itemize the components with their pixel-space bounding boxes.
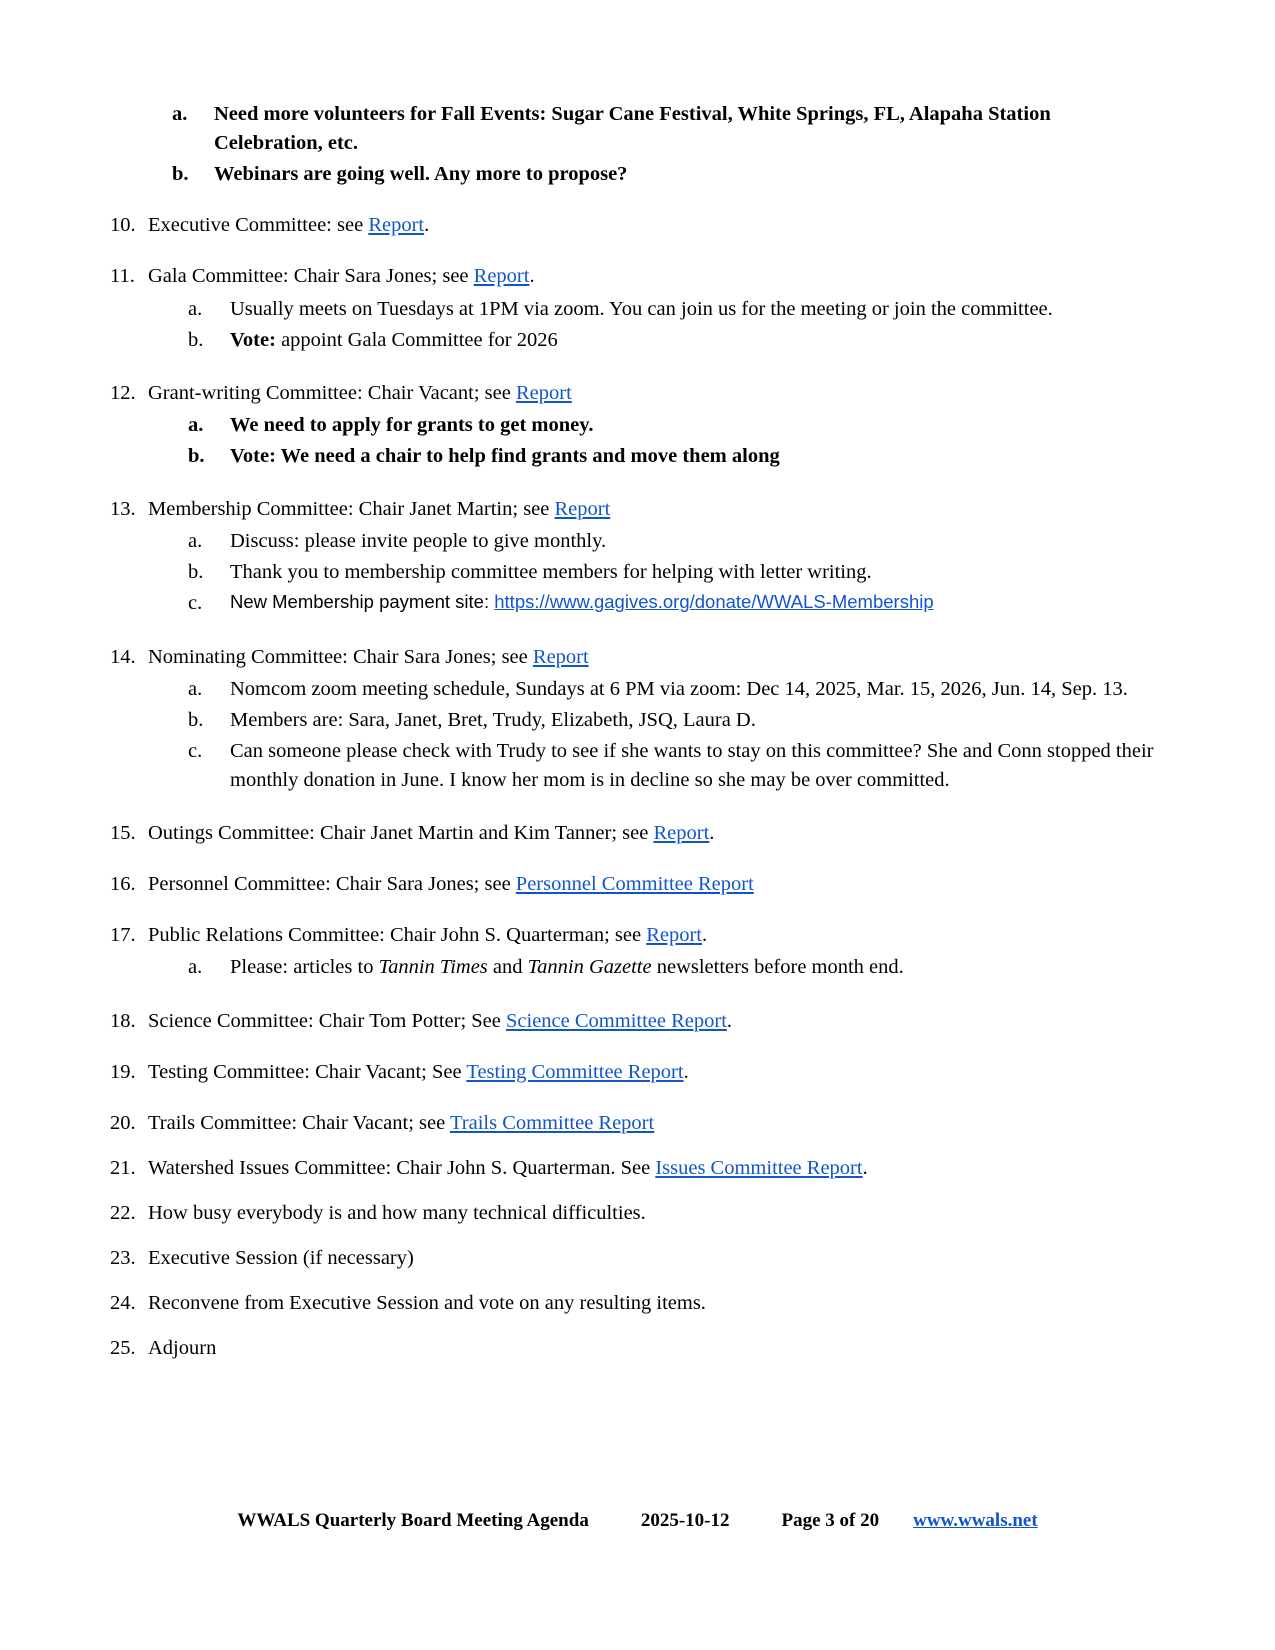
sub-item-text-main: Members are: Sara, Janet, Bret, Trudy, Elizabeth, JSQ, Laura D. <box>230 708 756 731</box>
page-footer <box>0 1510 1275 1532</box>
sub-item <box>148 589 1155 618</box>
report-link[interactable]: Report <box>646 924 702 947</box>
sub-item <box>148 953 1155 982</box>
agenda-item-number: 21. <box>110 1156 136 1179</box>
agenda-item-text: Outings Committee: Chair Janet Martin and Kim Tanner; see <box>148 822 654 845</box>
agenda-sublist <box>148 675 1155 795</box>
report-link[interactable]: Report <box>473 265 530 288</box>
agenda-item-text: Watershed Issues Committee: Chair John S. Quarterman. See <box>148 1156 656 1179</box>
agenda-item-text: Reconvene from Executive Session and vote on any resulting items. <box>148 1292 706 1315</box>
sub-item-text <box>230 527 1155 556</box>
agenda-item-line <box>148 921 1155 950</box>
agenda-item-line <box>148 1154 1155 1183</box>
agenda-sublist <box>148 411 1155 471</box>
agenda-numbered-list <box>110 211 1155 1363</box>
agenda-item <box>110 211 1155 240</box>
agenda-item-text: Public Relations Committee: Chair John S. Quarterman; see <box>148 924 647 947</box>
sub-item-text <box>230 442 1155 471</box>
agenda-item <box>110 1154 1155 1183</box>
report-link[interactable]: Report <box>653 822 710 845</box>
report-link[interactable]: Testing Committee Report <box>466 1060 684 1083</box>
sub-item-text <box>230 737 1155 795</box>
agenda-item-text-suffix: . <box>726 1009 733 1032</box>
agenda-sublist <box>148 295 1155 355</box>
agenda-item <box>110 1109 1155 1138</box>
agenda-item-text-suffix: . <box>529 265 535 288</box>
sub-item-text-main: Nomcom zoom meeting schedule, Sundays at 6 PM via zoom: Dec 14, 2025, Mar. 15, 2026, Jun. 14, Sep. 13. <box>230 677 1128 700</box>
sub-item-text: Webinars are going well. Any more to propose? <box>214 163 628 186</box>
agenda-item-line <box>148 1007 1155 1036</box>
agenda-item <box>110 870 1155 899</box>
sub-item <box>148 442 1155 471</box>
sub-item-text <box>230 706 1155 735</box>
sub-item-marker: b. <box>188 444 205 467</box>
sub-item-marker: b. <box>172 163 189 186</box>
agenda-item-body <box>148 495 1155 620</box>
footer-date: 2025-10-12 <box>640 1510 730 1531</box>
sub-item-text-rest: appoint Gala Committee for 2026 <box>275 328 558 351</box>
vote-label: Vote: <box>230 328 276 351</box>
agenda-item-text: Adjourn <box>148 1337 217 1360</box>
agenda-item-line <box>148 262 1155 291</box>
agenda-sublist <box>148 527 1155 618</box>
agenda-item-line <box>148 819 1155 848</box>
agenda-item-body <box>148 1058 1155 1087</box>
sub-item <box>148 675 1155 704</box>
sub-item-marker: b. <box>188 328 204 351</box>
footer-page-number: Page 3 of 20 <box>781 1510 880 1531</box>
sub-item-marker: a. <box>188 413 204 436</box>
report-link[interactable]: Report <box>532 645 589 668</box>
agenda-item <box>110 1334 1155 1363</box>
sub-item-text <box>230 411 1155 440</box>
agenda-item-text: Trails Committee: Chair Vacant; see <box>148 1111 450 1134</box>
footer-title: WWALS Quarterly Board Meeting Agenda <box>237 1510 589 1531</box>
agenda-item-body <box>148 1334 1155 1363</box>
sub-item <box>110 100 1155 158</box>
report-link[interactable]: Trails Committee Report <box>449 1111 655 1134</box>
sub-item-marker: b. <box>188 561 204 584</box>
agenda-item-body <box>148 1244 1155 1273</box>
sub-item <box>148 527 1155 556</box>
agenda-item <box>110 1199 1155 1228</box>
sub-item-marker: a. <box>188 530 203 553</box>
agenda-item-number: 17. <box>110 924 136 947</box>
agenda-item-body <box>148 1154 1155 1183</box>
agenda-item-number: 19. <box>110 1060 136 1083</box>
sub-item <box>148 326 1155 355</box>
agenda-item-text-suffix: . <box>862 1156 868 1179</box>
agenda-item-number: 12. <box>110 381 136 404</box>
agenda-item-text: Membership Committee: Chair Janet Martin; see <box>148 498 555 521</box>
agenda-item-text: Gala Committee: Chair Sara Jones; see <box>148 265 474 288</box>
agenda-item <box>110 495 1155 620</box>
agenda-item-body <box>148 379 1155 473</box>
agenda-item-text-suffix: . <box>683 1060 689 1083</box>
agenda-item-number: 13. <box>110 498 136 521</box>
agenda-item-text-suffix: . <box>709 822 715 845</box>
sub-item-text: Need more volunteers for Fall Events: Sugar Cane Festival, White Springs, FL, Alapaha Station Celebration, etc. <box>214 103 1051 155</box>
agenda-item <box>110 1244 1155 1273</box>
agenda-item-body <box>148 921 1155 984</box>
report-link[interactable]: Report <box>515 381 572 404</box>
agenda-item-text: Grant-writing Committee: Chair Vacant; see <box>148 381 516 404</box>
sub-item-text <box>230 675 1155 704</box>
sub-item-marker: c. <box>188 739 203 762</box>
sub-item-text-main: New Membership payment site: <box>230 591 495 613</box>
document-content <box>110 100 1155 1363</box>
report-link[interactable]: Issues Committee Report <box>655 1156 863 1179</box>
agenda-item <box>110 643 1155 798</box>
agenda-item <box>110 921 1155 984</box>
sub-item-marker: b. <box>188 708 204 731</box>
agenda-item-body <box>148 1199 1155 1228</box>
membership-payment-link[interactable]: https://www.gagives.org/donate/WWALS-Membership <box>494 591 934 613</box>
agenda-item-text: Executive Committee: see <box>148 214 369 237</box>
report-link[interactable]: Personnel Committee Report <box>515 873 754 896</box>
sub-item <box>148 295 1155 324</box>
agenda-item-text: Nominating Committee: Chair Sara Jones; see <box>148 645 533 668</box>
sub-item <box>148 737 1155 795</box>
agenda-item-body <box>148 1007 1155 1036</box>
agenda-item-number: 18. <box>110 1009 136 1032</box>
report-link[interactable]: Report <box>368 214 425 237</box>
agenda-item-text: Executive Session (if necessary) <box>148 1247 414 1270</box>
agenda-item-number: 25. <box>110 1337 136 1360</box>
report-link[interactable]: Science Committee Report <box>506 1009 727 1032</box>
agenda-item-number: 10. <box>110 214 136 237</box>
agenda-item <box>110 1289 1155 1318</box>
sub-item <box>148 706 1155 735</box>
sub-item-text-main: Usually meets on Tuesdays at 1PM via zoom. You can join us for the meeting or join the committee. <box>230 297 1053 320</box>
agenda-item-number: 20. <box>110 1111 136 1134</box>
agenda-item-line <box>148 1289 1155 1318</box>
agenda-item-text-suffix: . <box>424 214 430 237</box>
sub-item <box>148 558 1155 587</box>
agenda-item-text: How busy everybody is and how many technical difficulties. <box>148 1201 646 1224</box>
agenda-item <box>110 379 1155 473</box>
agenda-item <box>110 262 1155 356</box>
sub-item <box>148 411 1155 440</box>
agenda-item-body <box>148 1289 1155 1318</box>
agenda-item-line <box>148 211 1155 240</box>
report-link[interactable]: Report <box>554 498 611 521</box>
agenda-item-number: 23. <box>110 1247 136 1270</box>
agenda-item-number: 16. <box>110 873 136 896</box>
agenda-item-body <box>148 262 1155 356</box>
agenda-item-line <box>148 1244 1155 1273</box>
agenda-item-line <box>148 870 1155 899</box>
agenda-item-number: 11. <box>110 265 135 288</box>
sub-item-text <box>230 326 1155 355</box>
agenda-item-line <box>148 1109 1155 1138</box>
sub-item-text-main: We need to apply for grants to get money. <box>230 413 594 436</box>
sub-item-marker: a. <box>188 677 203 700</box>
agenda-item-line <box>148 495 1155 524</box>
sub-item-marker: a. <box>188 956 203 979</box>
agenda-item-text-suffix: . <box>701 924 708 947</box>
sub-item-text: Please: articles to Tannin Times and Tannin Gazette newsletters before month end. <box>230 956 904 979</box>
agenda-item-line <box>148 1334 1155 1363</box>
sub-item <box>110 160 1155 189</box>
footer-website-link[interactable]: www.wwals.net <box>913 1510 1038 1531</box>
top-sublist <box>110 100 1155 189</box>
agenda-item-line <box>148 643 1155 672</box>
agenda-item-text: Science Committee: Chair Tom Potter; See <box>148 1009 507 1032</box>
sub-item-text-main: Can someone please check with Trudy to see if she wants to stay on this committee? She and Conn stopped their monthly donation in June. I know her mom is in decline so she may be over committed. <box>230 739 1154 791</box>
agenda-item-body <box>148 1109 1155 1138</box>
agenda-item-body <box>148 211 1155 240</box>
sub-item-marker: a. <box>188 297 203 320</box>
agenda-item-text: Testing Committee: Chair Vacant; See <box>148 1060 467 1083</box>
agenda-item-number: 24. <box>110 1292 136 1315</box>
agenda-item-number: 14. <box>110 645 136 668</box>
agenda-item-line <box>148 1058 1155 1087</box>
agenda-item-body <box>148 819 1155 848</box>
sub-item-text <box>230 589 1155 615</box>
agenda-item <box>110 819 1155 848</box>
agenda-item-line <box>148 379 1155 408</box>
agenda-item <box>110 1058 1155 1087</box>
sub-item-text-main: Discuss: please invite people to give monthly. <box>230 530 607 553</box>
agenda-item-line <box>148 1199 1155 1228</box>
agenda-item <box>110 1007 1155 1036</box>
sub-item-marker: c. <box>188 592 203 615</box>
sub-item-text-main: Vote: We need a chair to help find grants and move them along <box>230 444 780 467</box>
agenda-item-text: Personnel Committee: Chair Sara Jones; see <box>148 873 516 896</box>
agenda-item-body <box>148 643 1155 798</box>
agenda-sublist <box>148 953 1155 982</box>
sub-item-text <box>230 558 1155 587</box>
sub-item-marker: a. <box>172 103 188 125</box>
sub-item-text <box>230 295 1155 324</box>
agenda-item-number: 15. <box>110 822 136 845</box>
agenda-item-body <box>148 870 1155 899</box>
sub-item-text-main: Thank you to membership committee members for helping with letter writing. <box>230 561 872 584</box>
agenda-item-number: 22. <box>110 1201 136 1224</box>
